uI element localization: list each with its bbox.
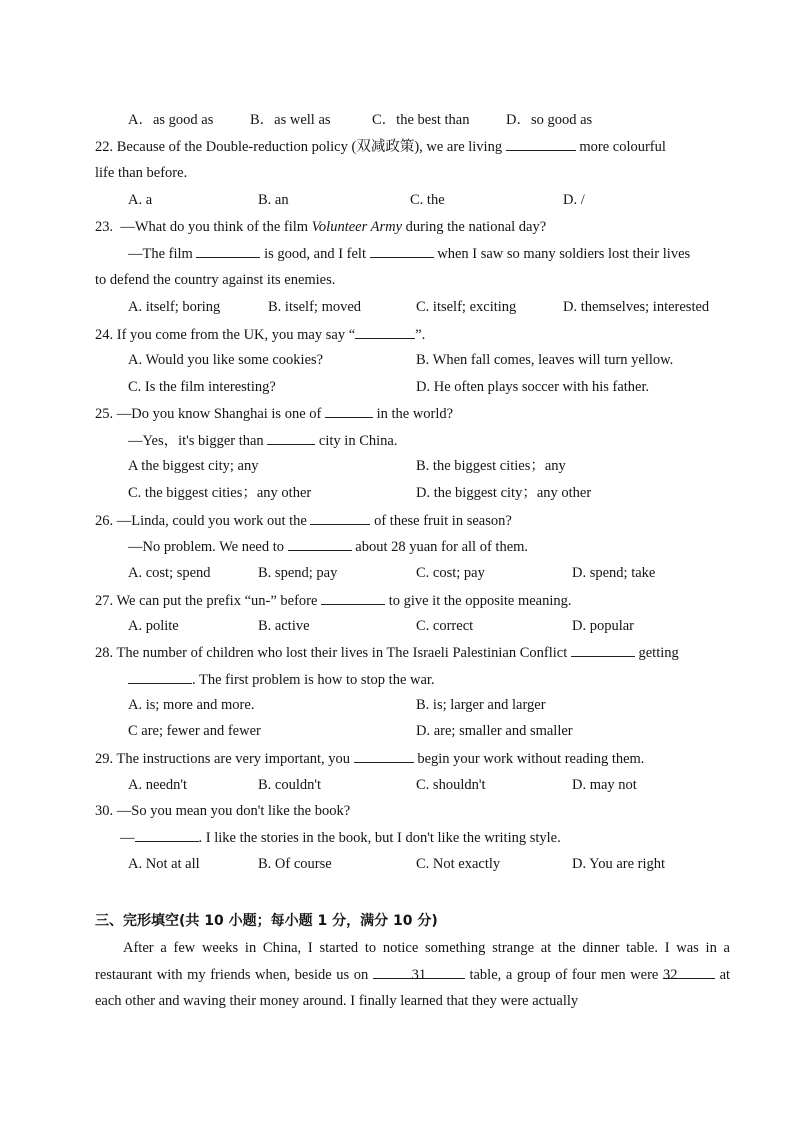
q21-option-c[interactable]: C．the best than — [372, 112, 470, 128]
q26-text: of these fruit in season? — [374, 513, 512, 529]
q30-text: —So you mean you don't like the book? — [116, 803, 351, 819]
question-number: 24. — [95, 327, 114, 343]
q24-stem — [95, 325, 425, 344]
q28-option-a[interactable]: A. is; more and more. — [128, 697, 255, 713]
question-number: 29. — [95, 751, 114, 767]
q22-option-b[interactable]: B. an — [258, 192, 289, 208]
q26-option-d[interactable]: D. spend; take — [572, 565, 656, 581]
answer-blank[interactable] — [135, 828, 199, 842]
q28-answer-line — [128, 670, 435, 689]
q24-option-c[interactable]: C. Is the film interesting? — [128, 379, 276, 395]
q26-option-c[interactable]: C. cost; pay — [416, 565, 485, 581]
q28-stem — [95, 643, 679, 662]
answer-blank[interactable] — [310, 511, 370, 525]
q27-option-c[interactable]: C. correct — [416, 618, 474, 634]
q29-option-b[interactable]: B. couldn't — [258, 777, 322, 793]
answer-blank[interactable] — [321, 591, 385, 605]
q29-stem — [95, 749, 644, 768]
question-number: 22. — [95, 139, 114, 155]
q21-option-b[interactable]: B．as well as — [250, 112, 331, 128]
q28-text: getting — [638, 645, 679, 661]
answer-blank[interactable] — [506, 137, 576, 151]
q23-stem — [95, 218, 546, 236]
q23-option-c[interactable]: C. itself; exciting — [416, 299, 517, 315]
q23-text: —The film — [128, 246, 193, 262]
answer-blank[interactable] — [128, 670, 192, 684]
q24-option-a[interactable]: A. Would you like some cookies? — [128, 352, 324, 368]
q28-option-b[interactable]: B. is; larger and larger — [416, 697, 546, 713]
passage-text: After a few weeks in China, I started to notice something strange at the dinner table. I was in a restaurant with my friends when, beside us on — [95, 940, 730, 983]
q30-stem — [95, 802, 350, 820]
q22-text: more colourful — [579, 139, 666, 155]
question-number: 28. — [95, 645, 114, 661]
q27-text: to give it the opposite meaning. — [388, 593, 572, 609]
question-number: 27. — [95, 593, 114, 609]
q25-option-b[interactable]: B. the biggest cities；any — [416, 458, 566, 474]
q30-option-a[interactable]: A. Not at all — [128, 856, 200, 872]
question-number: 23. — [95, 219, 114, 235]
q22-option-a[interactable]: A. a — [128, 192, 153, 208]
q22-option-c[interactable]: C. the — [410, 192, 445, 208]
q30-option-c[interactable]: C. Not exactly — [416, 856, 501, 872]
section-heading: 三、完形填空(共 10 小题；每小题 1 分，满分 10 分) — [95, 913, 438, 929]
q23-text: when I saw so many soldiers lost their lives — [437, 246, 691, 262]
question-number: 26. — [95, 513, 114, 529]
q29-text: The instructions are very important, you — [116, 751, 351, 767]
q26-option-b[interactable]: B. spend; pay — [258, 565, 338, 581]
q27-option-d[interactable]: D. popular — [572, 618, 635, 634]
q26-answer-line — [128, 537, 528, 556]
answer-blank[interactable] — [571, 643, 635, 657]
q26-option-a[interactable]: A. cost; spend — [128, 565, 211, 581]
q26-stem — [95, 511, 512, 530]
q25-text: in the world? — [376, 406, 454, 422]
q25-text: —Yes，it's bigger than — [128, 433, 264, 449]
answer-blank[interactable] — [354, 749, 414, 763]
q21-option-d[interactable]: D．so good as — [506, 112, 593, 128]
q24-text: If you come from the UK, you may say “ — [116, 327, 356, 343]
q26-text: —No problem. We need to — [128, 539, 285, 555]
q28-text: The number of children who lost their lives in The Israeli Palestinian Conflict — [116, 645, 568, 661]
q22-option-d[interactable]: D. / — [563, 192, 585, 208]
q27-text: We can put the prefix “un-” before — [116, 593, 318, 609]
answer-blank-32[interactable]: 32 — [663, 962, 715, 979]
q30-text: . I like the stories in the book, but I don't like the writing style. — [198, 830, 561, 846]
q29-option-c[interactable]: C. shouldn't — [416, 777, 486, 793]
q28-text: . The first problem is how to stop the war. — [192, 672, 435, 688]
question-number: 25. — [95, 406, 114, 422]
q24-option-d[interactable]: D. He often plays soccer with his father. — [416, 379, 650, 395]
q22-text-continued: life than before. — [95, 165, 188, 181]
q24-option-b[interactable]: B. When fall comes, leaves will turn yellow. — [416, 352, 674, 368]
answer-blank[interactable] — [325, 404, 373, 418]
q23-option-b[interactable]: B. itself; moved — [268, 299, 362, 315]
passage-text: table, a group of four men were — [469, 966, 659, 983]
q27-option-b[interactable]: B. active — [258, 618, 310, 634]
q30-answer-line — [120, 828, 561, 847]
q30-text: — — [120, 830, 135, 846]
q21-option-a[interactable]: A．as good as — [128, 112, 214, 128]
q27-option-a[interactable]: A. polite — [128, 618, 179, 634]
q22-text: Because of the Double-reduction policy (双减政策), we are living — [116, 139, 503, 155]
q30-option-b[interactable]: B. Of course — [258, 856, 332, 872]
answer-blank[interactable] — [267, 431, 315, 445]
cloze-passage — [95, 935, 730, 1015]
q23-option-d[interactable]: D. themselves; interested — [563, 299, 710, 315]
answer-blank[interactable] — [355, 325, 415, 339]
q23-text-continued: to defend the country against its enemies. — [95, 272, 336, 288]
q22-stem — [95, 137, 666, 156]
q24-text: ”. — [415, 327, 426, 343]
q25-stem — [95, 404, 453, 423]
q23-option-a[interactable]: A. itself; boring — [128, 299, 221, 315]
q26-text: about 28 yuan for all of them. — [355, 539, 529, 555]
q25-answer-line — [128, 431, 397, 450]
q25-option-a[interactable]: A the biggest city; any — [128, 458, 259, 474]
q23-text: during the national day? — [405, 219, 547, 235]
q29-option-a[interactable]: A. needn't — [128, 777, 187, 793]
q23-answer-line — [128, 244, 690, 263]
film-title: Volunteer Army — [311, 219, 403, 235]
q29-option-d[interactable]: D. may not — [572, 777, 637, 793]
q25-text: city in China. — [318, 433, 398, 449]
q29-text: begin your work without reading them. — [417, 751, 645, 767]
passage-text: at each other and waving their money around. I finally learned that they were actually — [95, 966, 731, 1009]
q25-text: —Do you know Shanghai is one of — [116, 406, 322, 422]
q28-option-c[interactable]: C are; fewer and fewer — [128, 723, 261, 739]
answer-blank[interactable] — [288, 537, 352, 551]
answer-blank[interactable] — [196, 244, 260, 258]
answer-blank[interactable] — [370, 244, 434, 258]
question-number: 30. — [95, 803, 114, 819]
q26-text: —Linda, could you work out the — [116, 513, 307, 529]
q25-option-c[interactable]: C. the biggest cities；any other — [128, 485, 312, 501]
q27-stem — [95, 591, 572, 610]
q23-text: is good, and I felt — [264, 246, 366, 262]
q30-option-d[interactable]: D. You are right — [572, 856, 666, 872]
q23-text: —What do you think of the film — [120, 219, 309, 235]
answer-blank-31[interactable]: 31 — [373, 962, 465, 979]
q25-option-d[interactable]: D. the biggest city；any other — [416, 485, 592, 501]
q28-option-d[interactable]: D. are; smaller and smaller — [416, 723, 573, 739]
